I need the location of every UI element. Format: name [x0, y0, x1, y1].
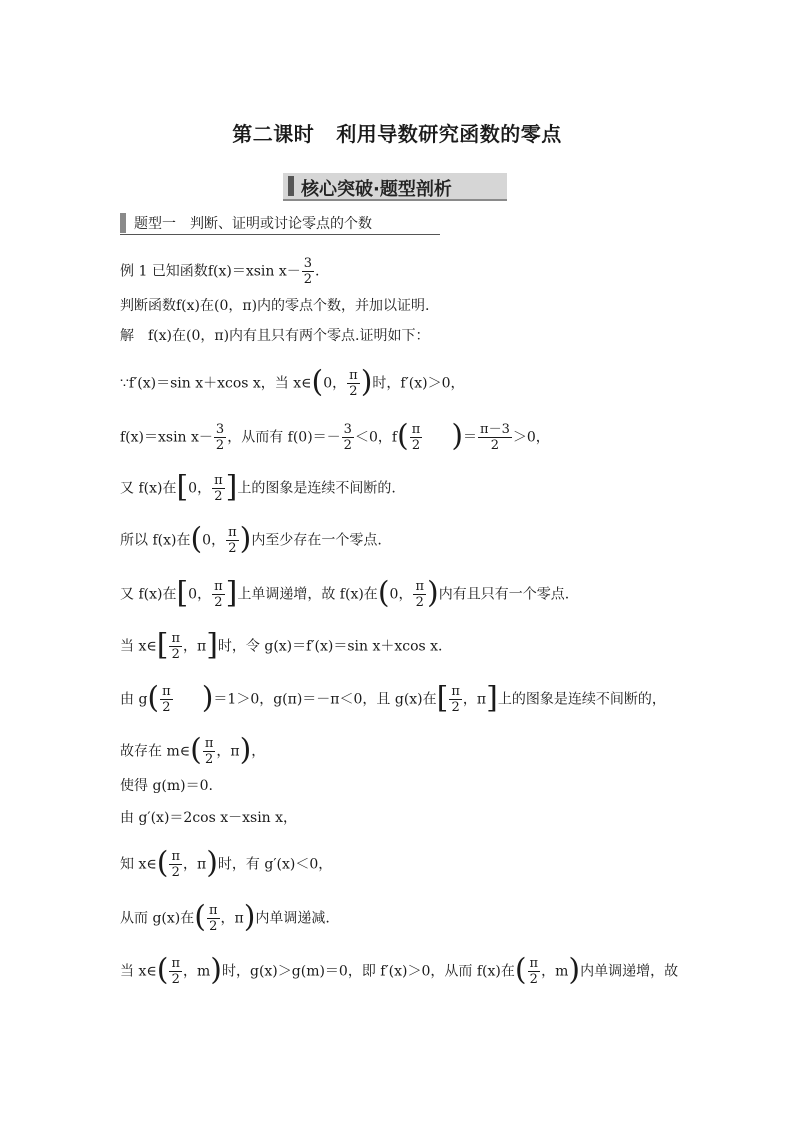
fraction: $\frac{\pi}{2}$	[228, 525, 237, 556]
fraction: $\frac{3}{2}$	[343, 422, 352, 453]
example-statement: 例 1 已知函数f(x)＝xsin x－ $\frac{3}{2}$ .	[120, 256, 320, 287]
topic-label: 题型一	[134, 216, 176, 232]
solution-line-7: 当 x∈[ $\frac{\pi}{2}$ ，π]时，令 g(x)＝f′(x)＝sin x＋xcos x.	[120, 627, 443, 663]
fraction: $\frac{\pi}{2}$	[529, 956, 539, 987]
solution-line-2: ∵f′(x)＝sin x＋xcos x，当 x∈(0， $\frac{\pi}{2}$ )时，f′(x)＞0，	[120, 364, 465, 400]
fraction: $\frac{\pi}{2}$	[208, 903, 218, 934]
fraction: $\frac{\pi}{2}$	[214, 473, 223, 504]
fraction: $\frac{\pi}{2}$	[204, 736, 214, 767]
fraction: $\frac{\pi}{2}$	[171, 849, 180, 880]
solution-line-10: 使得 g(m)＝0.	[120, 778, 213, 794]
topic-heading	[120, 211, 440, 235]
fraction: $\frac{\pi}{2}$	[162, 684, 171, 715]
solution-line-9: 故存在 m∈( $\frac{\pi}{2}$ ，π)，	[120, 732, 266, 768]
solution-line-1: 解 f(x)在(0，π)内有且只有两个零点.证明如下：	[120, 328, 430, 344]
fraction: $\frac{\pi}{2}$	[411, 422, 421, 453]
solution-line-14: 当 x∈( $\frac{\pi}{2}$ ，m)时，g(x)＞g(m)＝0，即 f′(x)＞0，从而 f(x)在( $\frac{\pi}{2}$ ，m)内单调递增，故	[120, 952, 679, 988]
solution-line-12: 知 x∈( $\frac{\pi}{2}$ ，π)时，有 g′(x)＜0，	[120, 845, 333, 881]
banner-bar	[288, 176, 294, 196]
solution-line-5: 所以 f(x)在(0， $\frac{\pi}{2}$ )内至少存在一个零点.	[120, 521, 382, 557]
solution-line-11: 由 g′(x)＝2cos x－xsin x，	[120, 810, 298, 826]
fraction: $\frac{\pi}{2}$	[171, 631, 180, 662]
fraction: $\frac{\pi}{2}$	[415, 579, 424, 610]
fraction: $\frac{\pi}{2}$	[171, 956, 180, 987]
fraction: $\frac{\pi}{2}$	[214, 579, 223, 610]
fraction: $\frac{3}{2}$	[215, 422, 225, 453]
solution-line-6: 又 f(x)在[0， $\frac{\pi}{2}$ ]上单调递增，故 f(x)在(0， $\frac{\pi}{2}$ )内有且只有一个零点.	[120, 575, 570, 611]
section-banner	[283, 173, 507, 201]
solution-line-3: f(x)＝xsin x－ $\frac{3}{2}$ ，从而有 f(0)＝－ $\frac{3}{2}$ ＜0，f( $\frac{\pi}{2}$ )＝ $\frac{\pi-3}{2}$ ＞0，	[120, 418, 550, 454]
solution-line-8: 由 g( $\frac{\pi}{2}$ )＝1＞0，g(π)＝－π＜0，且 g(x)在[ $\frac{\pi}{2}$ ，π]上的图象是连续不间断的，	[120, 680, 666, 716]
topic-bar	[120, 213, 126, 233]
solution-line-13: 从而 g(x)在( $\frac{\pi}{2}$ ，π)内单调递减.	[120, 899, 330, 935]
page-title: 第二课时 利用导数研究函数的零点	[232, 122, 562, 146]
solution-line-4: 又 f(x)在[0， $\frac{\pi}{2}$ ]上的图象是连续不间断的.	[120, 469, 396, 505]
fraction: $\frac{3}{2}$	[303, 256, 313, 287]
example-question: 判断函数f(x)在(0，π)内的零点个数，并加以证明.	[120, 298, 430, 314]
topic-text: 判断、证明或讨论零点的个数	[190, 216, 372, 232]
banner-text: 核心突破·题型剖析	[301, 179, 452, 200]
fraction: $\frac{\pi}{2}$	[451, 684, 460, 715]
fraction: $\frac{\pi-3}{2}$	[480, 422, 510, 453]
fraction: $\frac{\pi}{2}$	[349, 368, 358, 399]
